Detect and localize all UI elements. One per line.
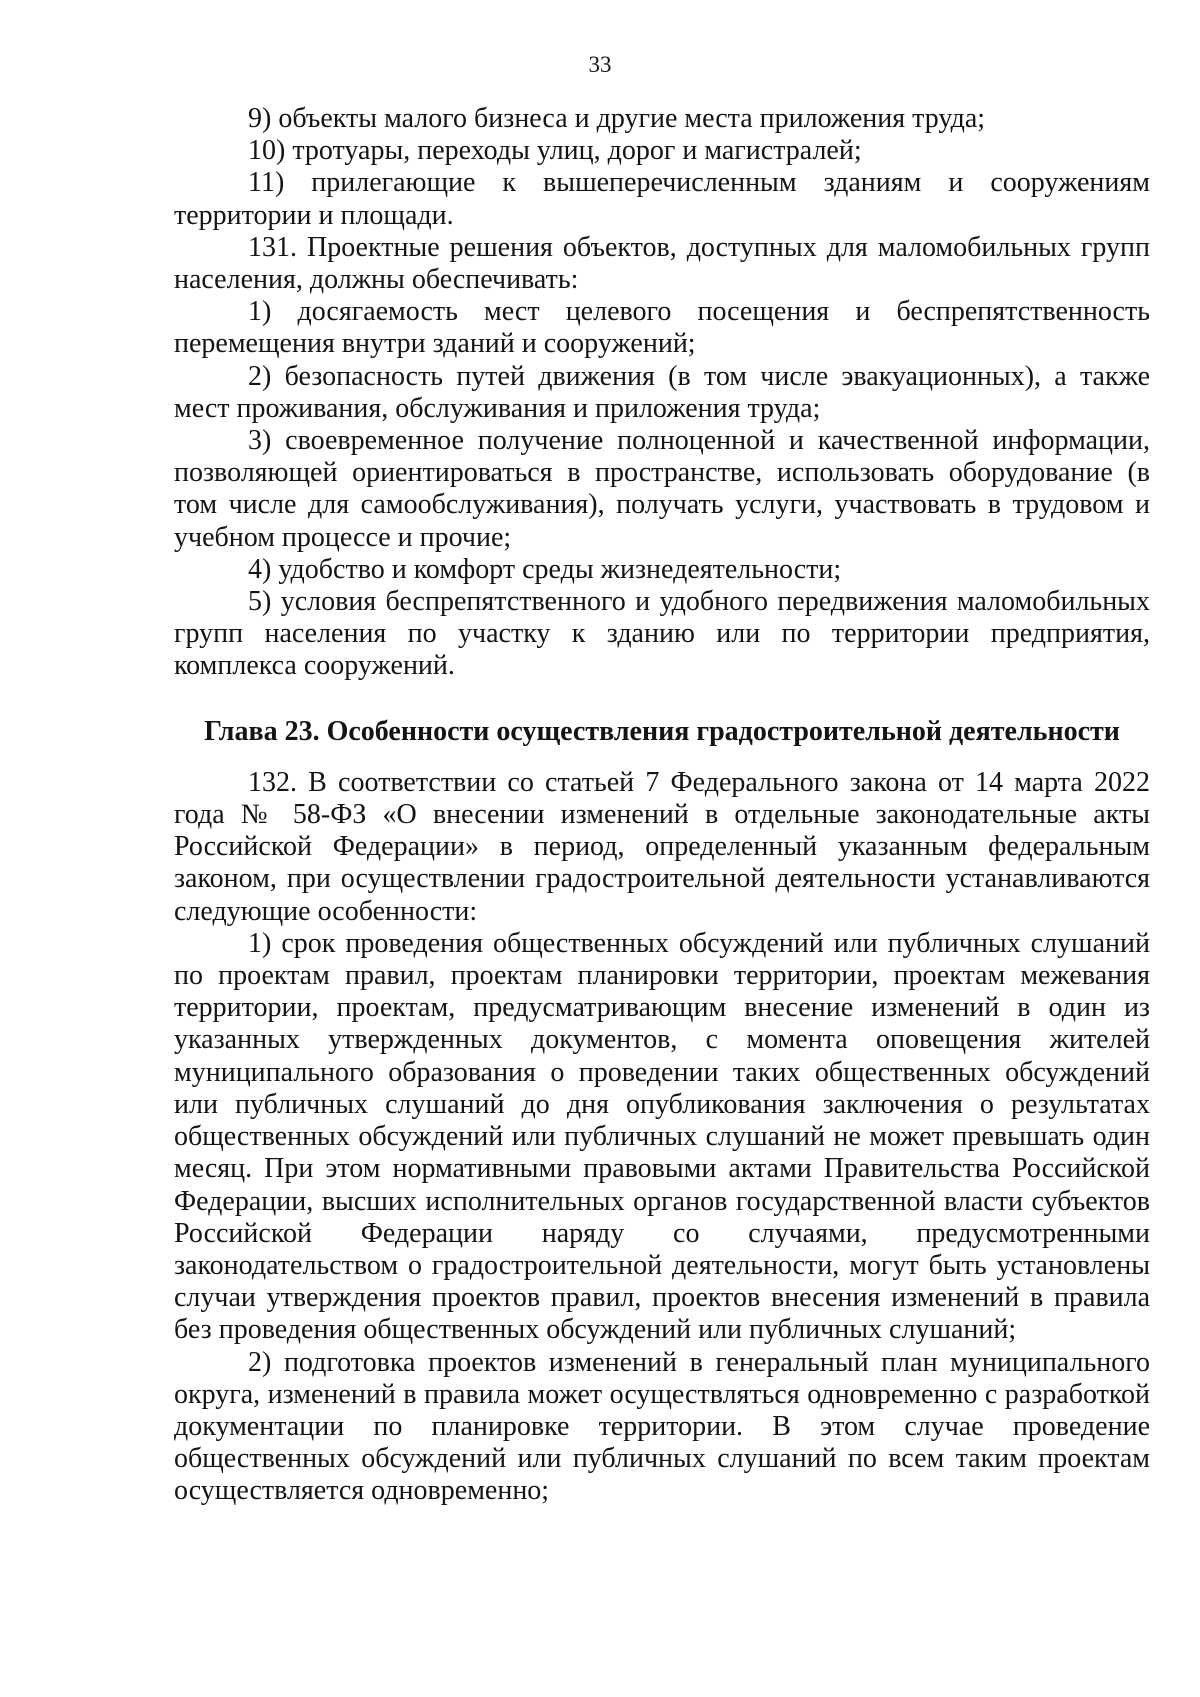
clause-132: 132. В соответствии со статьей 7 Федерального закона от 14 марта 2022 года № 58-ФЗ «О внесении изменений в отдельные законодательные акты Российской Федерации» в период, определенный указанным федеральным законом, при осуществлении градостроительной деятельности устанавливаются следующие особенности: xyxy=(174,766,1150,927)
clause-131-item-1: 1) досягаемость мест целевого посещения и беспрепятственность перемещения внутри зданий и сооружений; xyxy=(174,296,1150,360)
clause-131: 131. Проектные решения объектов, доступных для маломобильных групп населения, должны обеспечивать: xyxy=(174,231,1150,296)
clause-131-item-4: 4) удобство и комфорт среды жизнедеятельности; xyxy=(248,553,842,585)
chapter-heading: Глава 23. Особенности осуществления градостроительной деятельности xyxy=(204,715,1120,747)
clause-132-item-2: 2) подготовка проектов изменений в генеральный план муниципального округа, изменений в правила может осуществляться одновременно с разработкой документации по планировке территории. В этом случае проведение общественных обсуждений или публичных слушаний по всем таким проектам осуществляется одновременно; xyxy=(174,1346,1150,1507)
page-number: 33 xyxy=(588,52,612,77)
list-item-11: 11) прилегающие к вышеперечисленным зданиям и сооружениям территории и площади. xyxy=(174,167,1150,231)
list-item-9: 9) объекты малого бизнеса и другие места приложения труда; xyxy=(248,103,986,134)
clause-131-item-5: 5) условия беспрепятственного и удобного передвижения маломобильных групп населения по участку к зданию или по территории предприятия, комплекса сооружений. xyxy=(174,586,1150,682)
list-item-10: 10) тротуары, переходы улиц, дорог и магистралей; xyxy=(248,135,862,167)
clause-131-item-3: 3) своевременное получение полноценной и качественной информации, позволяющей ориентироваться в пространстве, использовать оборудование (в том числе для самообслуживания), получать услуги, участвовать в трудовом и учебном процессе и прочие; xyxy=(174,425,1150,553)
document-body xyxy=(174,103,1150,1508)
clause-131-item-2: 2) безопасность путей движения (в том числе эвакуационных), а также мест проживания, обслуживания и приложения труда; xyxy=(174,360,1150,424)
clause-132-item-1: 1) срок проведения общественных обсуждений или публичных слушаний по проектам правил, проектам планировки территории, проектам межевания территории, проектам, предусматривающим внесение изменений в один из указанных утвержденных документов, с момента оповещения жителей муниципального образования о проведении таких общественных обсуждений или публичных слушаний до дня опубликования заключения о результатах общественных обсуждений или публичных слушаний не может превышать один месяц. При этом нормативными правовыми актами Правительства Российской Федерации, высших исполнительных органов государственной власти субъектов Российской Федерации наряду со случаями, предусмотренными законодательством о градостроительной деятельности, могут быть установлены случаи утверждения проектов правил, проектов внесения изменений в правила без проведения общественных обсуждений или публичных слушаний; xyxy=(174,927,1150,1346)
